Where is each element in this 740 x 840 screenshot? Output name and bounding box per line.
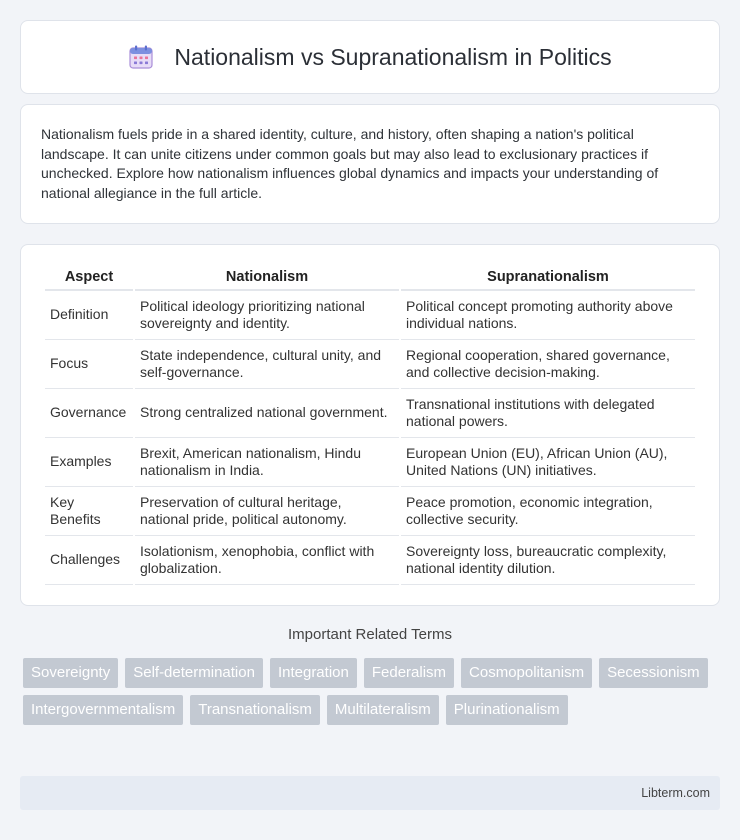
table-row <box>45 536 695 585</box>
header-card <box>20 20 720 94</box>
page-title: Nationalism vs Supranationalism in Politics <box>174 43 612 70</box>
row-nationalism: Preservation of cultural heritage, national pride, political autonomy. <box>135 487 399 536</box>
related-terms-heading: Important Related Terms <box>288 626 452 643</box>
row-supranationalism: Regional cooperation, shared governance, and collective decision-making. <box>401 340 695 389</box>
intro-text: Nationalism fuels pride in a shared identity, culture, and history, often shaping a nation's political landscape. It can unite citizens under common goals but may also lead to exclusionary practices if unchecked. Explore how nationalism influences global dynamics and impacts your understanding of national allegiance in the full article. <box>41 126 659 201</box>
tag-integration[interactable]: Integration <box>270 658 357 688</box>
related-terms-tags <box>23 658 723 725</box>
tag-secessionism[interactable]: Secessionism <box>599 658 708 688</box>
comparison-table <box>43 265 697 585</box>
row-aspect: Challenges <box>45 536 133 585</box>
table-row <box>45 291 695 340</box>
comparison-table-card <box>20 244 720 606</box>
row-supranationalism: Sovereignty loss, bureaucratic complexity, national identity dilution. <box>401 536 695 585</box>
calendar-icon <box>128 44 154 70</box>
row-supranationalism: Transnational institutions with delegated national powers. <box>401 389 695 438</box>
header-supranationalism: Supranationalism <box>401 265 695 291</box>
table-row <box>45 389 695 438</box>
tag-federalism[interactable]: Federalism <box>364 658 454 688</box>
row-aspect: Examples <box>45 438 133 487</box>
tag-intergovernmentalism[interactable]: Intergovernmentalism <box>23 695 183 725</box>
tag-plurinationalism[interactable]: Plurinationalism <box>446 695 568 725</box>
table-row <box>45 487 695 536</box>
header-nationalism: Nationalism <box>135 265 399 291</box>
tag-self-determination[interactable]: Self-determination <box>125 658 263 688</box>
row-supranationalism: European Union (EU), African Union (AU), United Nations (UN) initiatives. <box>401 438 695 487</box>
tag-sovereignty[interactable]: Sovereignty <box>23 658 118 688</box>
table-row <box>45 438 695 487</box>
row-nationalism: Political ideology prioritizing national sovereignty and identity. <box>135 291 399 340</box>
footer-site-link[interactable]: Libterm.com <box>641 786 710 800</box>
table-header-row <box>45 265 695 291</box>
tag-transnationalism[interactable]: Transnationalism <box>190 695 320 725</box>
row-nationalism: Brexit, American nationalism, Hindu nationalism in India. <box>135 438 399 487</box>
table-row <box>45 340 695 389</box>
row-nationalism: Strong centralized national government. <box>135 389 399 438</box>
row-aspect: Focus <box>45 340 133 389</box>
header-aspect: Aspect <box>45 265 133 291</box>
row-supranationalism: Peace promotion, economic integration, collective security. <box>401 487 695 536</box>
row-aspect: Governance <box>45 389 133 438</box>
row-nationalism: State independence, cultural unity, and self-governance. <box>135 340 399 389</box>
row-aspect: Key Benefits <box>45 487 133 536</box>
tag-multilateralism[interactable]: Multilateralism <box>327 695 439 725</box>
title-wrap <box>128 44 611 71</box>
row-supranationalism: Political concept promoting authority above individual nations. <box>401 291 695 340</box>
row-nationalism: Isolationism, xenophobia, conflict with globalization. <box>135 536 399 585</box>
intro-card <box>20 104 720 224</box>
tag-cosmopolitanism[interactable]: Cosmopolitanism <box>461 658 592 688</box>
row-aspect: Definition <box>45 291 133 340</box>
footer <box>20 776 720 810</box>
